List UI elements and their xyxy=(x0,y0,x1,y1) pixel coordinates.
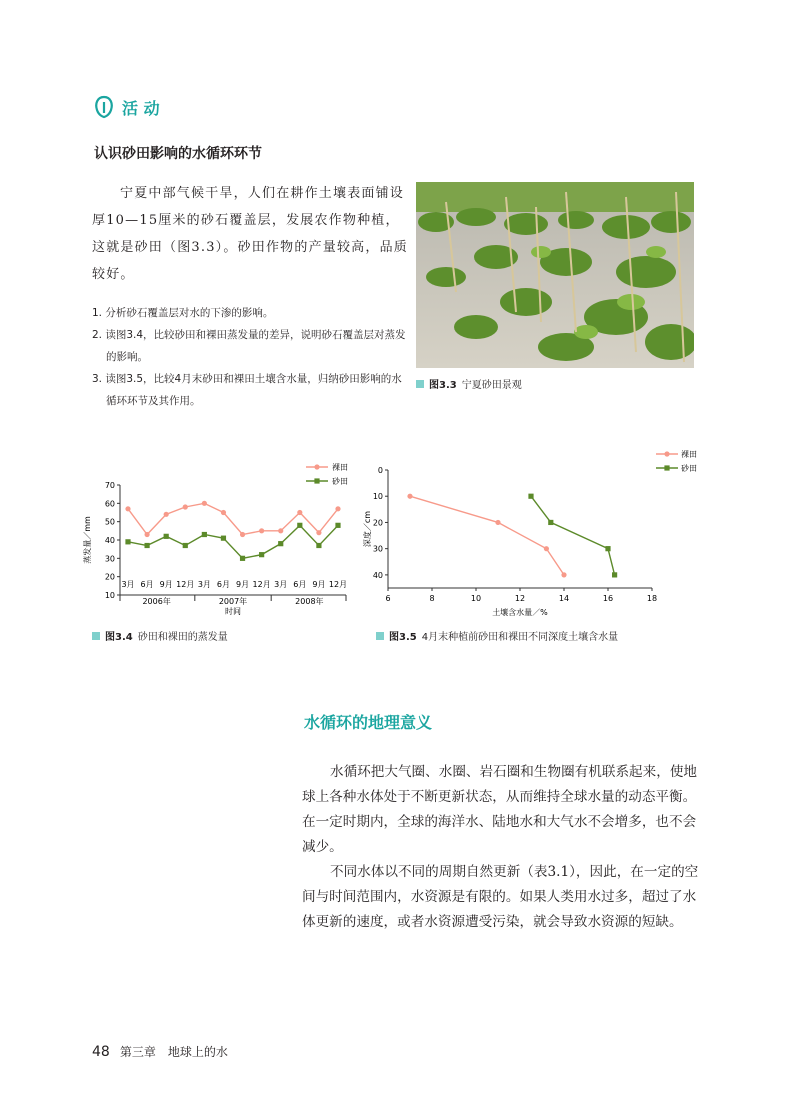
data-point xyxy=(164,534,169,539)
x-axis-label: 时间 xyxy=(225,607,241,616)
data-point xyxy=(297,523,302,528)
data-point xyxy=(561,572,566,577)
data-point xyxy=(125,539,130,544)
x-axis-label: 土壤含水量／% xyxy=(492,608,548,617)
soil-moisture-chart xyxy=(360,448,705,626)
caption-marker xyxy=(416,380,424,388)
data-point xyxy=(202,501,207,506)
y-tick-label: 30 xyxy=(104,554,115,564)
y-tick-label: 70 xyxy=(104,481,115,490)
figure-caption-text: 砂田和裸田的蒸发量 xyxy=(137,632,228,643)
legend-marker xyxy=(664,465,669,470)
legend-marker xyxy=(664,451,669,456)
legend-label: 裸田 xyxy=(681,450,697,459)
x-tick-label: 3月 xyxy=(197,580,211,589)
y-axis-label: 深度／cm xyxy=(363,510,372,548)
x-tick-label: 10 xyxy=(470,594,482,603)
figure-number: 图3.4 xyxy=(105,632,133,643)
page-footer xyxy=(92,1043,228,1060)
data-point xyxy=(125,506,130,511)
x-tick-label: 6月 xyxy=(216,580,231,589)
data-point xyxy=(335,523,340,528)
legend-marker xyxy=(314,478,319,483)
y-tick-label: 50 xyxy=(104,517,115,527)
data-point xyxy=(495,520,500,525)
x-tick-label: 12月 xyxy=(252,580,271,589)
year-label: 2008年 xyxy=(295,597,324,606)
data-point xyxy=(316,543,321,548)
section-paragraph: 水循环把大气圈、水圈、岩石圈和生物圈有机联系起来，使地球上各种水体处于不断更新状态，从而维持全球水量的动态平衡。在一定时期内，全球的海洋水、陆地水和大气水不会增多，也不会减少。 xyxy=(302,764,698,855)
series-line xyxy=(531,496,615,575)
x-tick-label: 6 xyxy=(385,594,391,603)
fig33-caption xyxy=(416,376,522,391)
fig34-caption xyxy=(92,628,228,643)
data-point xyxy=(548,520,553,525)
data-point xyxy=(297,510,302,515)
x-tick-label: 14 xyxy=(558,594,570,603)
task-item: 2. 读图3.4，比较砂田和裸田蒸发量的差异，说明砂石覆盖层对蒸发的影响。 xyxy=(92,329,406,363)
y-tick-label: 60 xyxy=(104,499,115,509)
task-item: 1. 分析砂石覆盖层对水的下渗的影响。 xyxy=(92,307,274,319)
x-tick-label: 12 xyxy=(514,594,526,603)
task-item: 3. 读图3.5，比较4月末砂田和裸田土壤含水量，归纳砂田影响的水循环环节及其作用。 xyxy=(92,373,402,407)
figure-caption-text: 4月末种植前砂田和裸田不同深度土壤含水量 xyxy=(421,632,619,643)
y-tick-label: 40 xyxy=(372,570,383,580)
x-tick-label: 8 xyxy=(429,594,435,603)
fig35-caption xyxy=(376,628,618,643)
data-point xyxy=(202,532,207,537)
data-point xyxy=(259,528,264,533)
x-tick-label: 12月 xyxy=(176,580,195,589)
x-tick-label: 6月 xyxy=(293,580,307,589)
task-list xyxy=(92,302,410,412)
data-point xyxy=(544,546,549,551)
page-number: 48 xyxy=(92,1044,110,1060)
year-label: 2007年 xyxy=(218,597,248,606)
legend-marker xyxy=(314,464,319,469)
data-point xyxy=(316,530,321,535)
x-tick-label: 9月 xyxy=(312,580,326,589)
data-point xyxy=(528,494,533,499)
activity-icon xyxy=(92,94,116,120)
x-tick-label: 3月 xyxy=(121,580,135,589)
y-tick-label: 10 xyxy=(372,492,383,502)
x-tick-label: 18 xyxy=(646,594,658,603)
data-point xyxy=(221,536,226,541)
legend-label: 裸田 xyxy=(332,463,348,472)
year-label: 2006年 xyxy=(142,597,171,606)
series-line xyxy=(410,496,564,575)
section-paragraph: 不同水体以不同的周期自然更新（表3.1），因此，在一定的空间与时间范围内，水资源是有限的。如果人类用水过多，超过了水体更新的速度，或者水资源遭受污染，就会导致水资源的短缺。 xyxy=(302,864,699,930)
x-tick-label: 9月 xyxy=(159,580,173,589)
y-axis-label: 蒸发量／mm xyxy=(83,516,92,564)
x-tick-label: 3月 xyxy=(274,580,288,589)
data-point xyxy=(407,494,412,499)
data-point xyxy=(240,556,245,561)
data-point xyxy=(278,541,283,546)
figure-caption-text: 宁夏砂田景观 xyxy=(461,380,522,391)
y-tick-label: 20 xyxy=(372,518,383,528)
y-tick-label: 40 xyxy=(104,536,115,545)
caption-marker xyxy=(376,632,384,640)
data-point xyxy=(183,504,188,509)
evaporation-chart xyxy=(78,455,358,625)
y-tick-label: 10 xyxy=(104,591,115,600)
figure-number: 图3.3 xyxy=(429,380,457,391)
x-tick-label: 12月 xyxy=(328,580,348,589)
data-point xyxy=(612,572,617,577)
data-point xyxy=(144,532,149,537)
data-point xyxy=(183,543,188,548)
data-point xyxy=(278,528,283,533)
data-point xyxy=(335,506,340,511)
caption-marker xyxy=(92,632,100,640)
legend-label: 砂田 xyxy=(332,477,348,486)
data-point xyxy=(240,532,245,537)
data-point xyxy=(605,546,610,551)
figure-number: 图3.5 xyxy=(389,632,417,643)
section-title: 水循环的地理意义 xyxy=(304,713,433,732)
activity-title: 认识砂田影响的水循环环节 xyxy=(94,146,262,162)
x-tick-label: 16 xyxy=(602,594,614,603)
activity-label: 活 动 xyxy=(122,98,160,118)
series-line xyxy=(128,503,338,534)
data-point xyxy=(164,512,169,517)
intro-paragraph: 宁夏中部气候干旱，人们在耕作土壤表面铺设厚10—15厘米的砂石覆盖层，发展农作物种植，这就是砂田（图3.3）。砂田作物的产量较高，品质较好。 xyxy=(92,186,408,282)
legend-label: 砂田 xyxy=(681,464,697,473)
data-point xyxy=(144,543,149,548)
y-tick-label: 30 xyxy=(372,544,383,554)
y-tick-label: 0 xyxy=(377,466,383,475)
x-tick-label: 6月 xyxy=(140,580,154,589)
sand-field-photo xyxy=(416,182,694,368)
data-point xyxy=(259,552,264,557)
chapter-title: 第三章 地球上的水 xyxy=(119,1045,228,1059)
activity-header xyxy=(92,94,160,120)
y-tick-label: 20 xyxy=(104,572,115,582)
series-line xyxy=(128,525,338,558)
x-tick-label: 9月 xyxy=(235,580,250,589)
data-point xyxy=(221,510,226,515)
